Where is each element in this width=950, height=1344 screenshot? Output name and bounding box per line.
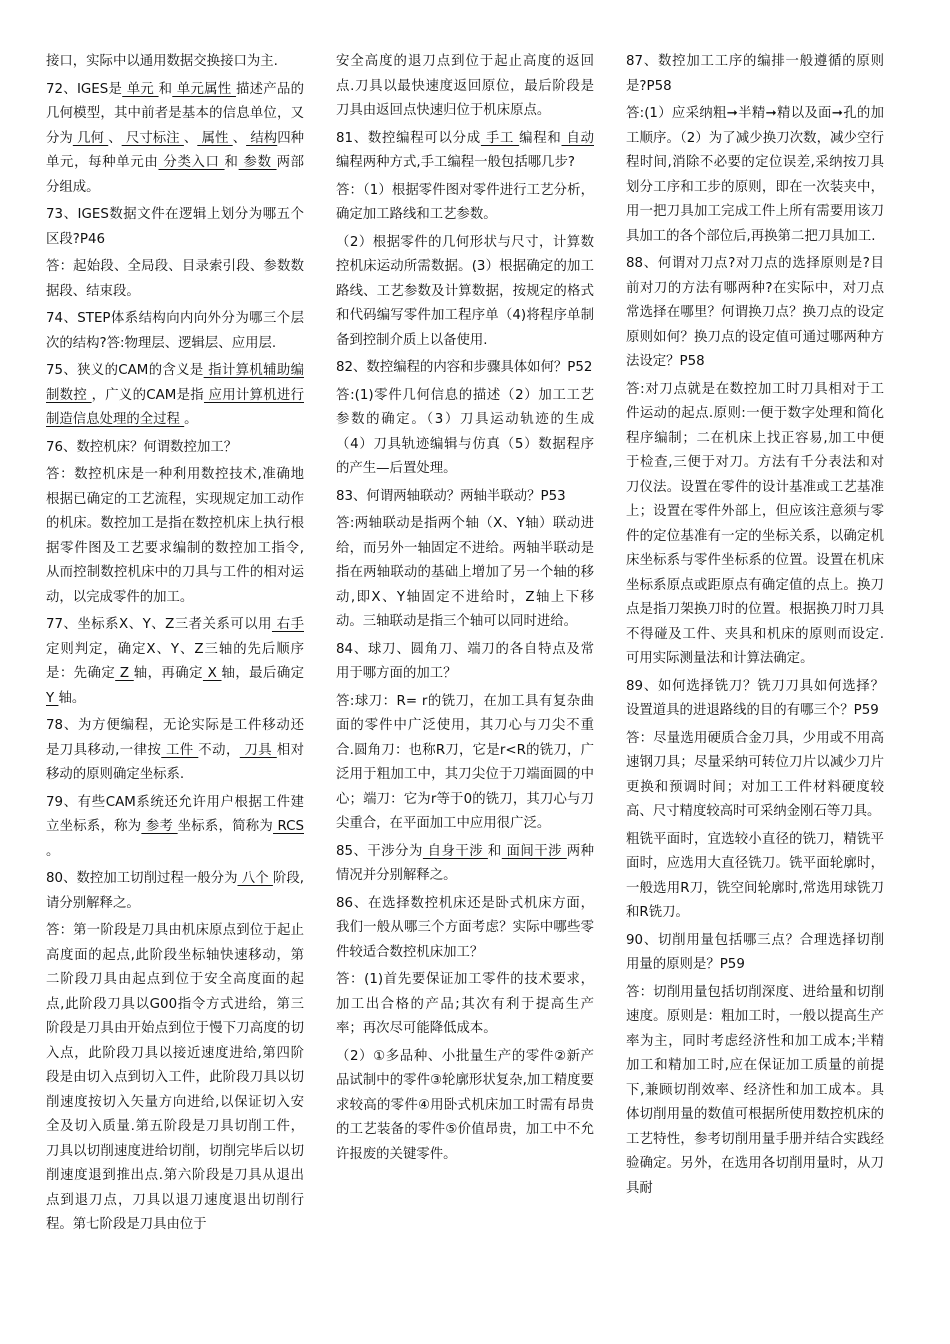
text-run: 答：(1)首先要保证加工零件的技术要求，加工出合格的产品;其次有利于提高生产率；再次尽可能降低成本。 — [336, 972, 594, 1036]
text-run: 答：第一阶段是刀具由机床原点到位于起止高度面的起点,此阶段坐标轴快速移动，第二阶段刀具由起点到位于安全高度面的起点,此阶段刀具以G00指令方式进给，第三阶段是刀具由开始点到位于慢下刀高度的切入点，此阶段刀具以接近速度进给,第四阶段是由切入点到切入工件，此阶段刀具以切削速度按切入矢量方向进给,以保证切入安全及切入质量.第五阶段是刀具切削工件，刀具以切削速度进给切削，切削完毕后以切削速度退到推出点.第六阶段是刀具从退出点到退刀点，刀具以退刀速度退出切削行程。第七阶段是刀具由位于 — [46, 923, 304, 1232]
paragraph — [46, 919, 304, 1238]
text-run: 编程两种方式,手工编程一般包括哪几步? — [336, 155, 576, 170]
underlined-answer: 刀具 — [239, 742, 277, 758]
text-run: 75、狭义的CAM的含义是 — [46, 363, 204, 378]
text-run: 82、数控编程的内容和步骤具体如何？P52 — [336, 360, 593, 375]
paragraph — [336, 127, 594, 176]
paragraph — [336, 840, 594, 889]
underlined-answer: 手工 — [480, 130, 520, 146]
text-run: 描述产品的几何模型，其中前者是基本的信息单位，又分为 — [46, 81, 304, 146]
text-run: 轴，最后确定 — [221, 666, 304, 681]
underlined-answer: 指计算机辅助编制数控 — [46, 363, 304, 403]
text-run: 83、何谓两轴联动？两轴半联动？P53 — [336, 488, 566, 504]
text-run: 两种情况并分别解释之。 — [336, 843, 594, 883]
text-run: 74、STEP体系结构向内向外分为哪三个层次的结构?答:物理层、逻辑层、应用层. — [46, 311, 304, 351]
text-run: 答:(1)零件几何信息的描述（2）加工工艺参数的确定。（3）刀具运动轨迹的生成（4）刀具轨迹编辑与仿真（5）数据程序的产生—后置处理。 — [336, 387, 594, 476]
text-run: 轴。 — [58, 690, 86, 706]
text-run: 88、何谓对刀点?对刀点的选择原则是?目前对刀的方法有哪两种?在实际中，对刀点常选择在哪里？何谓换刀点？换刀点的设定原则如何？换刀点的设定值可通过哪两种方法设定？P58 — [626, 256, 884, 369]
paragraph — [336, 179, 594, 228]
underlined-answer: 属性 — [197, 130, 233, 146]
underlined-answer: 结构 — [246, 130, 278, 146]
text-run: 两部分组成。 — [46, 155, 304, 195]
paragraph — [626, 102, 884, 249]
text-run: 编程和 — [519, 130, 562, 146]
underlined-answer: 参考 — [141, 819, 178, 834]
paragraph — [46, 78, 304, 201]
paragraph — [46, 714, 304, 788]
text-run: 不动， — [198, 742, 240, 758]
underlined-answer: Y — [46, 690, 59, 706]
text-run: 87、数控加工工序的编排一般遵循的原则是?P58 — [626, 54, 884, 94]
paragraph — [46, 307, 304, 356]
paragraph — [336, 1045, 594, 1168]
text-run: 80、数控加工切削过程一般分为 — [46, 871, 238, 886]
text-run: （2）①多品种、小批量生产的零件②新产品试制中的零件③轮廓形状复杂,加工精度要求较高的零件④用卧式机床加工时需有昂贵的工艺装备的零件⑤价值昂贵，加工中不允许报废的关键零件。 — [336, 1048, 594, 1162]
text-run: 答:两轴联动是指两个轴（X、Y轴）联动进给，而另外一轴固定不进给。两轴半联动是指在两轴联动的基础上增加了另一个轴的移动,即X、Y轴固定不进给时，Z轴上下移动。三轴联动是指三个轴可以同时进给。 — [336, 516, 594, 629]
paragraph — [46, 255, 304, 304]
text-run: 轴，再确定 — [133, 666, 203, 681]
text-run: 四种单元，每种单元由 — [46, 130, 304, 170]
underlined-answer: 几何 — [72, 130, 109, 146]
paragraph — [46, 359, 304, 433]
underlined-answer: X — [202, 666, 222, 681]
underlined-answer: RCS — [273, 819, 304, 834]
paragraph — [46, 613, 304, 711]
underlined-answer: 单元属性 — [172, 81, 236, 97]
text-run: 阶段,请分别解释之。 — [46, 871, 304, 911]
text-run: 73、IGES数据文件在逻辑上划分为哪五个区段?P46 — [46, 207, 304, 247]
text-run: 和 — [224, 155, 239, 170]
paragraph — [336, 690, 594, 837]
text-run: 77、坐标系X、Y、Z三者关系可以用 — [46, 617, 272, 632]
text-run: 答：数控机床是一种利用数控技术,准确地根据已确定的工艺流程，实现规定加工动作的机床。数控加工是指在数控机床上执行根据零件图及工艺要求编制的数控加工指令,从而控制数控机床中的刀具与工件的相对运动，以完成零件的加工。 — [46, 467, 304, 605]
text-run: 答:球刀：R= r的铣刀，在加工具有复杂曲面的零件中广泛使用，其刀心与刀尖不重合.圆角刀：也称R刀，它是r<R的铣刀，广泛用于粗加工中，其刀尖位于刀端面圆的中心；端刀：它为r等于0的铣刀，其刀心与刀尖重合，在平面加工中应用很广泛。 — [336, 693, 594, 831]
underlined-answer: 工件 — [161, 742, 199, 758]
text-run: 、 — [108, 130, 122, 146]
paragraph — [336, 968, 594, 1042]
paragraph — [626, 929, 884, 978]
paragraph — [626, 981, 884, 1202]
paragraph — [626, 675, 884, 724]
text-run: 、 — [183, 130, 198, 146]
text-run: 答：切削用量包括切削深度、进给量和切削速度。原则是：粗加工时，一般以提高生产率为主，同时考虑经济性和加工成本;半精加工和精加工时,应在保证加工质量的前提下,兼顾切削效率、经济性和加工成本。具体切削用量的数值可根据所使用数控机床的工艺特性，参考切削用量手册并结合实践经验确定。另外，在选用各切削用量时，从刀具耐 — [626, 984, 884, 1196]
paragraph — [336, 892, 594, 966]
text-run: 答：尽量选用硬质合金刀具，少用或不用高速钢刀具；尽量采纳可转位刀片以减少刀片更换和预调时间；对加工工件材料硬度较高、尺寸精度较高时可采纳金刚石等刀具。 — [626, 730, 884, 819]
text-run: （2）根据零件的几何形状与尺寸，计算数控机床运动所需数据。(3）根据确定的加工路线、工艺参数及计算数据，按规定的格式和代码编写零件加工程序单（4)将程序单制备到控制介质上以备使用. — [336, 234, 594, 348]
text-run: 粗铣平面时，宜选较小直径的铣刀，精铣平面时，应选用大直径铣刀。铣平面轮廓时，一般选用R刀，铣空间轮廓时,常选用球铣刀和R铣刀。 — [626, 831, 884, 920]
paragraph — [46, 50, 304, 75]
text-column-left — [46, 50, 304, 1344]
text-run: 答:(1）应采纳粗➞半精➞精以及面➞孔的加工顺序。（2）为了减少换刀次数，减少空行程时间,消除不必要的定位误差,采纳按刀具划分工序和工步的原则，即在一次装夹中，用一把刀具加工完成工件上所有需要用该刀具加工的各个部位后,再换第二把刀具加工. — [626, 106, 884, 244]
text-run: 79、有些CAM系统还允许用户根据工件建立坐标系，称为 — [46, 794, 304, 834]
text-run: 答：（1）根据零件图对零件进行工艺分析，确定加工路线和工艺参数。 — [336, 182, 594, 222]
paragraph — [626, 378, 884, 672]
paragraph — [46, 436, 304, 461]
text-column-right — [626, 50, 884, 1344]
text-run: 。 — [46, 843, 60, 859]
text-run: 答：起始段、全局段、目录索引段、参数数据段、结束段。 — [46, 259, 304, 299]
paragraph — [336, 384, 594, 482]
paragraph — [46, 463, 304, 610]
underlined-answer: 参数 — [238, 155, 277, 170]
text-run: 。 — [184, 412, 198, 427]
text-run: 、 — [232, 130, 247, 146]
underlined-answer: 分类入口 — [158, 155, 225, 170]
paragraph — [336, 356, 594, 381]
underlined-answer: 单元 — [122, 81, 159, 97]
text-run: 和 — [158, 81, 173, 97]
text-run: 89、如何选择铣刀？铣刀刀具如何选择？设置道具的进退路线的目的有哪三个？P59 — [626, 678, 884, 718]
underlined-answer: 尺寸标注 — [121, 130, 184, 146]
text-run: 86、在选择数控机床还是卧式机床方面，我们一般从哪三个方面考虑？实际中哪些零件较适合数控机床加工？ — [336, 895, 594, 960]
text-run: 90、切削用量包括哪三点？合理选择切削用量的原则是？P59 — [626, 932, 884, 972]
text-run: 81、数控编程可以分成 — [336, 130, 481, 146]
text-run: 坐标系，简称为 — [177, 819, 274, 834]
paragraph — [336, 231, 594, 354]
text-run: 76、数控机床？何谓数控加工？ — [46, 439, 238, 455]
paragraph — [336, 638, 594, 687]
underlined-answer: Z — [115, 666, 134, 681]
text-run: 84、球刀、圆角刀、端刀的各自特点及常用于哪方面的加工？ — [336, 641, 594, 681]
text-run: 相对 — [276, 742, 304, 758]
underlined-answer: 自动 — [561, 130, 594, 146]
paragraph — [626, 252, 884, 375]
underlined-answer: 自身干涉 — [422, 843, 488, 859]
text-run: 安全高度的退刀点到位于起止高度的返回点.刀具以最快速度返回原位，最后阶段是刀具由返回点快速归位于机床原点。 — [336, 54, 594, 118]
paragraph — [626, 50, 884, 99]
underlined-answer: 右手 — [271, 617, 304, 632]
text-run: 85、干涉分为 — [336, 843, 423, 859]
text-run: 接口，实际中以通用数据交换接口为主. — [46, 54, 278, 69]
paragraph — [336, 50, 594, 124]
text-run: ，广义的CAM是指 — [91, 387, 204, 403]
text-run: 移动的原则确定坐标系. — [46, 767, 185, 782]
underlined-answer: 八个 — [237, 871, 273, 886]
paragraph — [46, 203, 304, 252]
paragraph — [626, 727, 884, 825]
text-run: 答:对刀点就是在数控加工时刀具相对于工件运动的起点.原则:一便于数字处理和简化程序编制；二在机床上找正容易,加工中便于检查,三便于对刀。方法有千分表法和对刀仪法。设置在零件的设计基准或工艺基准上；设置在零件外部上，但应该注意须与零件的定位基准有一定的坐标关系，以确定机床坐标系与零件坐标系的位置。设置在机床坐标系原点或距原点有确定值的点上。换刀点是指刀架换刀时的位置。根据换刀时刀具不得碰及工件、夹具和机床的原则而设定.可用实际测量法和计算法确定。 — [626, 381, 884, 666]
paragraph — [336, 485, 594, 510]
paragraph — [336, 512, 594, 635]
text-run: 72、IGES是 — [46, 81, 123, 97]
underlined-answer: 面间干涉 — [501, 843, 567, 859]
text-run: 定则判定，确定X、Y、Z三轴的先后顺序是：先确定 — [46, 641, 304, 681]
paragraph — [626, 828, 884, 926]
text-column-middle — [336, 50, 594, 1344]
paragraph — [46, 867, 304, 916]
text-run: 78、为方便编程，无论实际是工件移动还是刀具移动,一律按 — [46, 718, 304, 758]
paragraph — [46, 791, 304, 865]
text-run: 和 — [487, 843, 502, 859]
underlined-answer: 应用计算机进行制造信息处理的全过程 — [46, 387, 304, 427]
